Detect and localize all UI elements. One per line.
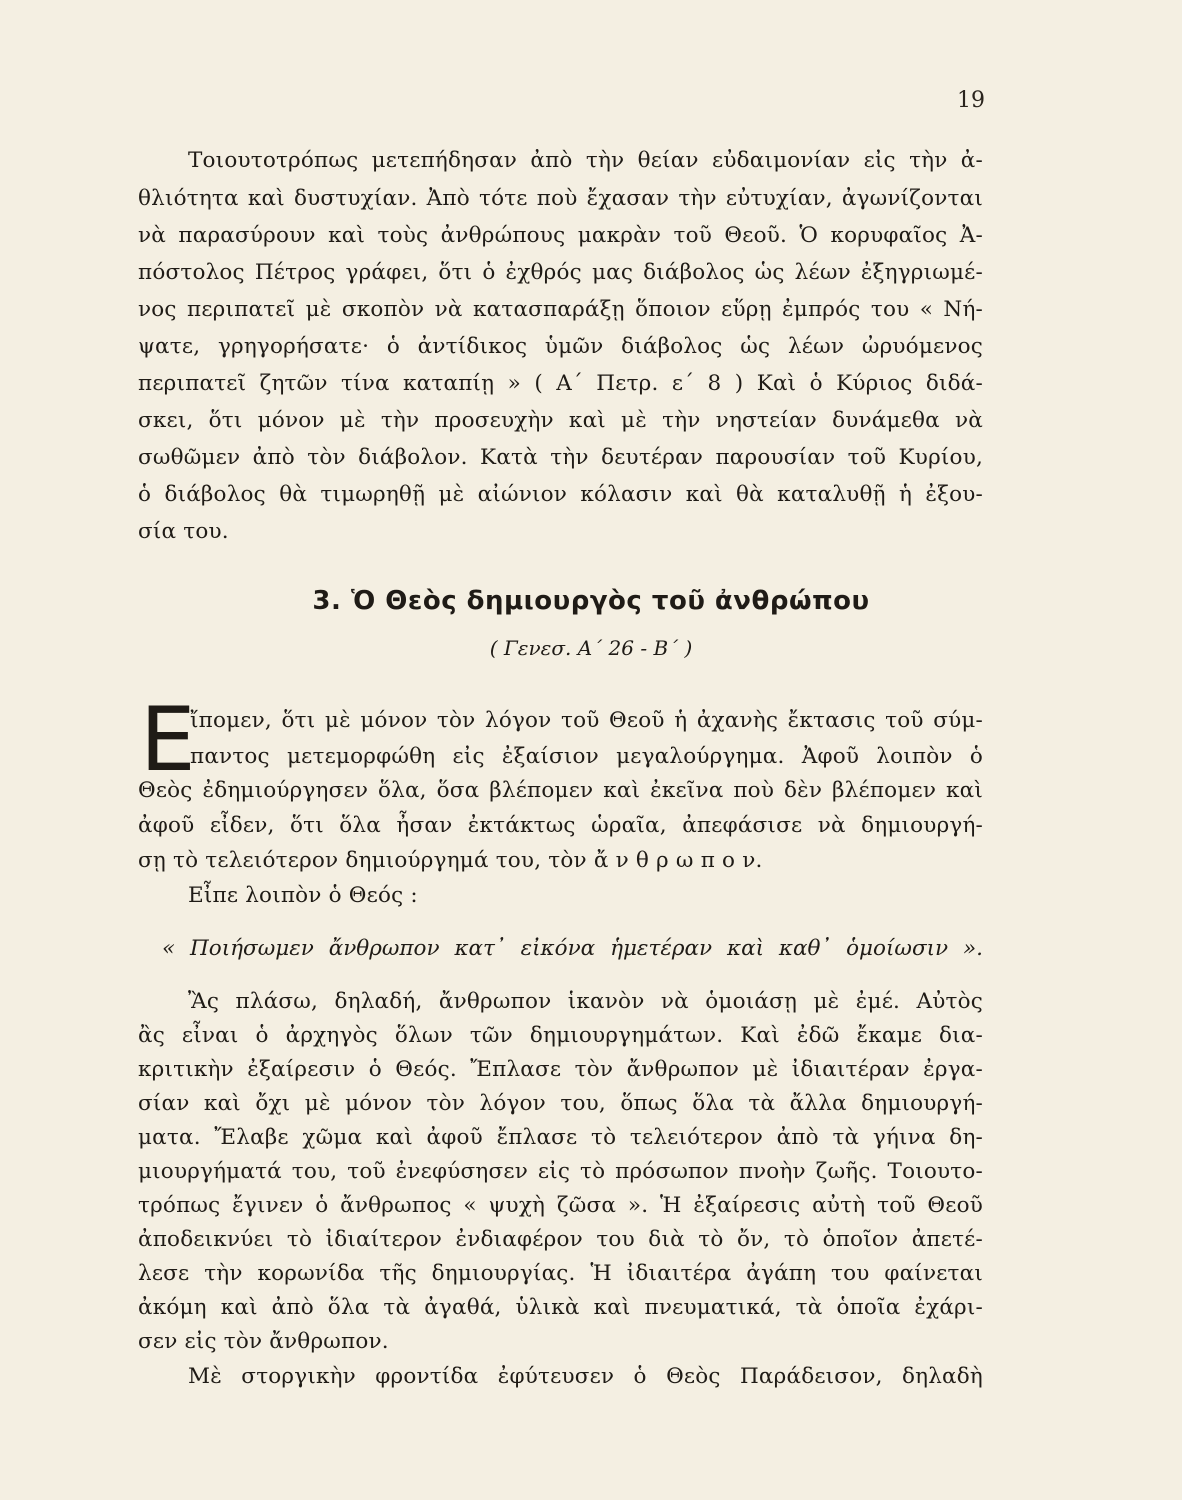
section-title: 3. Ὁ Θεὸς δημιουργὸς τοῦ ἀνθρώπου (312, 586, 870, 616)
paragraph-line: περιπατεῖ ζητῶν τίνα καταπίῃ » ( Α΄ Πετρ. ε΄ 8 ) Καὶ ὁ Κύριος διδά- (138, 371, 983, 396)
paragraph-line: ἀφοῦ εἶδεν, ὅτι ὅλα ἦσαν ἐκτάκτως ὡραῖα, ἀπεφάσισε νὰ δημιουργή- (138, 813, 983, 838)
paragraph-line: ὁ διάβολος θὰ τιμωρηθῇ μὲ αἰώνιον κόλασιν καὶ θὰ καταλυθῇ ἡ ἐξου- (138, 482, 983, 507)
paragraph-line: λεσε τὴν κορωνίδα τῆς δημιουργίας. Ἡ ἰδιαιτέρα ἀγάπη του φαίνεται (138, 1261, 983, 1286)
paragraph-line: σεν εἰς τὸν ἄνθρωπον. (138, 1329, 389, 1354)
scripture-reference: ( Γενεσ. Α΄ 26 - Β΄ ) (489, 636, 693, 660)
paragraph-line: σία του. (138, 519, 229, 544)
page-number: 19 (957, 88, 985, 113)
paragraph-line: κριτικὴν ἐξαίρεσιν ὁ Θεός. Ἔπλασε τὸν ἄνθρωπον μὲ ἰδιαιτέραν ἐργα- (138, 1057, 983, 1082)
paragraph-line: νὰ παρασύρουν καὶ τοὺς ἀνθρώπους μακρὰν τοῦ Θεοῦ. Ὁ κορυφαῖος Ἀ- (138, 223, 983, 248)
paragraph-line: Μὲ στοργικὴν φροντίδα ἐφύτευσεν ὁ Θεὸς Παράδεισον, δηλαδὴ (188, 1364, 983, 1389)
paragraph-line: σῃ τὸ τελειότερον δημιούργημά του, τὸν ἄ ν θ ρ ω π ο ν. (138, 848, 763, 873)
paragraph-line: ἂς εἶναι ὁ ἀρχηγὸς ὅλων τῶν δημιουργημάτων. Καὶ ἐδῶ ἔκαμε δια- (138, 1023, 983, 1048)
paragraph-line: ἀκόμη καὶ ἀπὸ ὅλα τὰ ἀγαθά, ὑλικὰ καὶ πνευματικά, τὰ ὁποῖα ἐχάρι- (138, 1295, 983, 1320)
paragraph-line: Εἶπε λοιπὸν ὁ Θεός : (188, 883, 418, 908)
paragraph-line: τρόπως ἔγινεν ὁ ἄνθρωπος « ψυχὴ ζῶσα ». Ἡ ἐξαίρεσις αὐτὴ τοῦ Θεοῦ (138, 1193, 983, 1218)
paragraph-line: παντος μετεμορφώθη εἰς ἐξαίσιον μεγαλούργημα. Ἀφοῦ λοιπὸν ὁ (190, 744, 983, 769)
paragraph-line: νος περιπατεῖ μὲ σκοπὸν νὰ κατασπαράξῃ ὅποιον εὕρῃ ἐμπρός του « Νή- (138, 297, 983, 322)
paragraph-line: ματα. Ἔλαβε χῶμα καὶ ἀφοῦ ἔπλασε τὸ τελειότερον ἀπὸ τὰ γήινα δη- (138, 1125, 983, 1150)
paragraph-line: Θεὸς ἐδημιούργησεν ὅλα, ὅσα βλέπομεν καὶ ἐκεῖνα ποὺ δὲν βλέπομεν καὶ (138, 778, 983, 803)
paragraph-line: Ἂς πλάσω, δηλαδή, ἄνθρωπον ἱκανὸν νὰ ὁμοιάσῃ μὲ ἐμέ. Αὐτὸς (188, 989, 983, 1014)
paragraph-line: σκει, ὅτι μόνον μὲ τὴν προσευχὴν καὶ μὲ τὴν νηστείαν δυνάμεθα νὰ (138, 408, 983, 433)
paragraph-line: σωθῶμεν ἀπὸ τὸν διάβολον. Κατὰ τὴν δευτέραν παρουσίαν τοῦ Κυρίου, (138, 445, 983, 470)
paragraph-line: σίαν καὶ ὄχι μὲ μόνον τὸν λόγον του, ὅπως ὅλα τὰ ἄλλα δημιουργή- (138, 1091, 983, 1116)
paragraph-line: ἀποδεικνύει τὸ ἰδιαίτερον ἐνδιαφέρον του διὰ τὸ ὄν, τὸ ὁποῖον ἀπετέ- (138, 1227, 983, 1252)
paragraph-line: ἴπομεν, ὅτι μὲ μόνον τὸν λόγον τοῦ Θεοῦ ἡ ἀχανὴς ἔκτασις τοῦ σύμ- (190, 708, 983, 733)
drop-cap: Ε (140, 688, 196, 791)
paragraph-line: ψατε, γρηγορήσατε· ὁ ἀντίδικος ὑμῶν διάβολος ὡς λέων ὠρυόμενος (138, 334, 983, 359)
paragraph-line: θλιότητα καὶ δυστυχίαν. Ἀπὸ τότε ποὺ ἔχασαν τὴν εὐτυχίαν, ἀγωνίζονται (138, 186, 983, 211)
paragraph-line: Τοιουτοτρόπως μετεπήδησαν ἀπὸ τὴν θείαν εὐδαιμονίαν εἰς τὴν ἀ- (188, 148, 983, 173)
paragraph-line: πόστολος Πέτρος γράφει, ὅτι ὁ ἐχθρός μας διάβολος ὡς λέων ἐξηγριωμέ- (138, 260, 983, 285)
scripture-quote: « Ποιήσωμεν ἄνθρωπον κατ᾿ εἰκόνα ἡμετέραν καὶ καθ᾿ ὁμοίωσιν ». (162, 936, 983, 961)
paragraph-line: μιουργήματά του, τοῦ ἐνεφύσησεν εἰς τὸ πρόσωπον πνοὴν ζωῆς. Τοιουτο- (138, 1159, 983, 1184)
